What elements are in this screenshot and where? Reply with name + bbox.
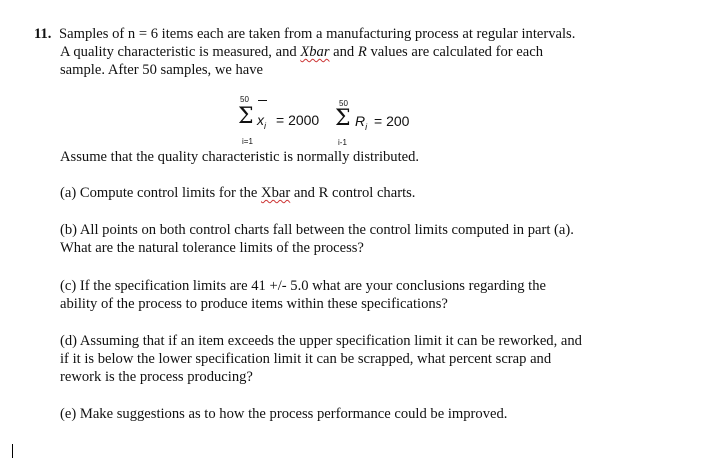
part-e-line-1: (e) Make suggestions as to how the process performance could be improved. [60, 406, 508, 422]
assumption-text: Assume that the quality characteristic is normally distributed. [60, 149, 420, 165]
overbar-mark [258, 100, 267, 101]
sum1-upper-limit: 50 [240, 95, 249, 104]
part-d-line-1: (d) Assuming that if an item exceeds the upper specification limit it can be reworked, and [60, 333, 582, 349]
sum1-var: x [257, 112, 264, 128]
part-b-line-2: What are the natural tolerance limits of the process? [60, 240, 364, 256]
part-b-line-1: (b) All points on both control charts fall between the control limits computed in part (a). [60, 222, 574, 238]
part-d-line-3: rework is the process producing? [60, 369, 253, 385]
problem-number: 11. [34, 26, 52, 42]
problem-line-2-b: and [329, 44, 358, 60]
part-c-line-1: (c) If the specification limits are 41 +/- 5.0 what are your conclusions regarding the [60, 278, 547, 294]
r-term: R [357, 44, 367, 60]
sum2-sub: i [365, 121, 368, 132]
sum1-sub: i [264, 120, 266, 131]
problem-line-3: sample. After 50 samples, we have [60, 62, 264, 78]
xbar-term: Xbar [300, 44, 330, 60]
part-a-xbar: Xbar [261, 185, 291, 201]
part-a-post: and R control charts. [290, 185, 416, 201]
part-d-line-2: if it is below the lower specification limit it can be scrapped, what percent scrap and [60, 351, 552, 367]
sum2-upper-limit: 50 [339, 99, 348, 108]
problem-line-2-c: values are calculated for each [366, 44, 544, 60]
sum2-sigma: Σ [335, 106, 351, 131]
problem-line-1: Samples of n = 6 items each are taken from a manufacturing process at regular intervals. [59, 26, 576, 42]
problem-line-2 [60, 43, 543, 61]
sum2-term [355, 113, 367, 132]
part-a [60, 184, 415, 202]
sum1-sigma: Σ [238, 104, 254, 129]
sum1-value: = 2000 [276, 112, 320, 128]
problem-line-2-a: A quality characteristic is measured, and [60, 44, 301, 60]
text-cursor [12, 444, 13, 458]
sum2-var: R [355, 113, 366, 129]
sum2-lower-limit: i-1 [338, 138, 347, 147]
part-c-line-2: ability of the process to produce items within these specifications? [60, 296, 448, 312]
sum1-lower-limit: i=1 [242, 137, 253, 146]
part-a-pre: (a) Compute control limits for the [60, 185, 262, 201]
sum1-term [257, 112, 266, 131]
sum2-value: = 200 [374, 113, 410, 129]
